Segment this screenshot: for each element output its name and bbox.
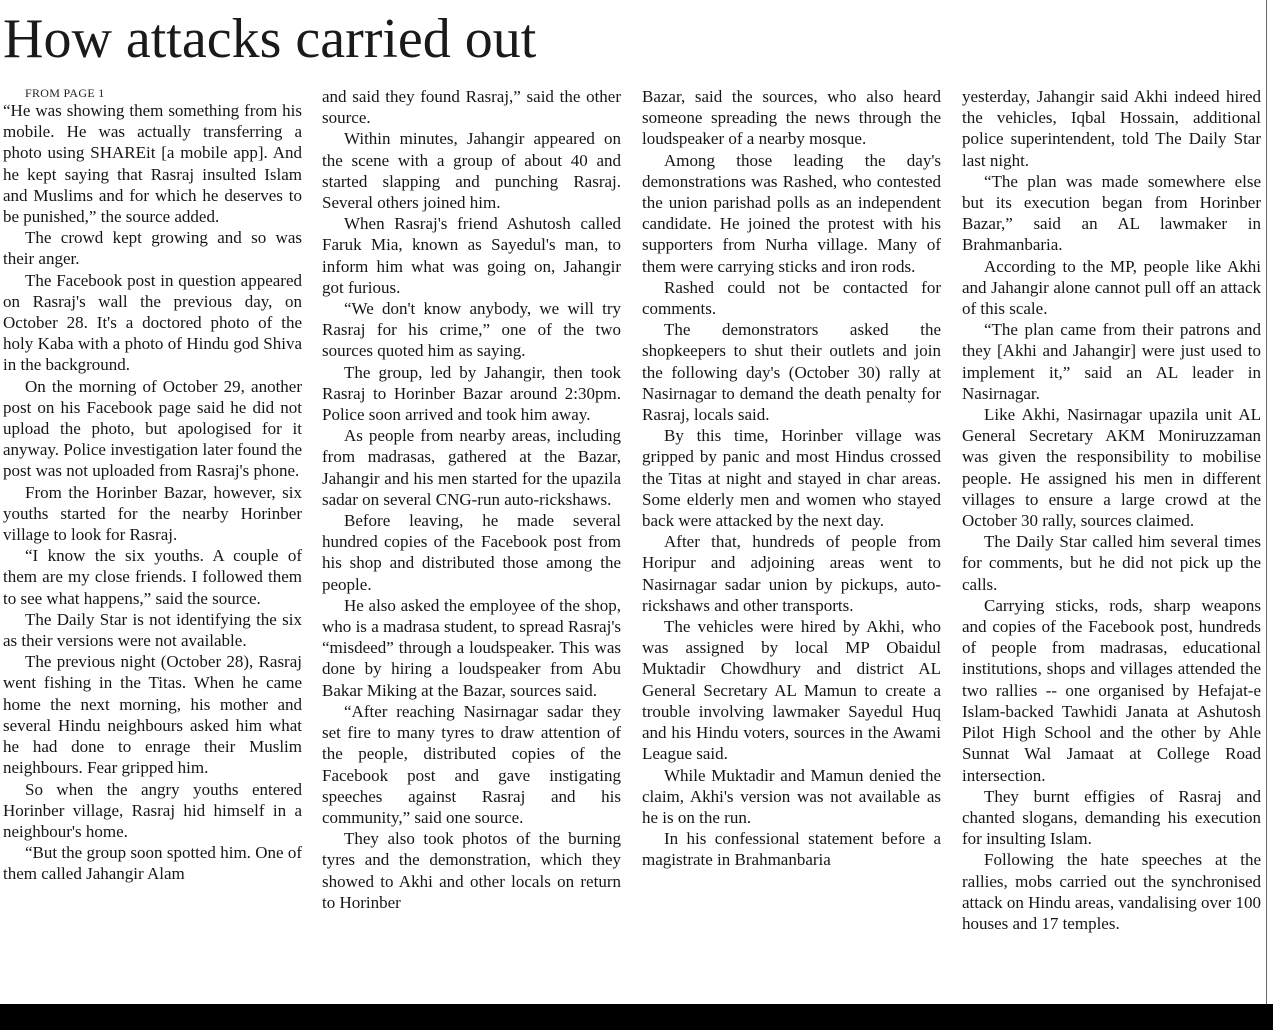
paragraph: On the morning of October 29, another post on his Facebook page said he did not upload the photo, but apologised for it anyway. Police investigation later found the post was not uploaded from Rasraj's phone.: [3, 376, 302, 481]
paragraph: They burnt effigies of Rasraj and chanted slogans, demanding his execution for insulting Islam.: [962, 786, 1261, 849]
paragraph: Within minutes, Jahangir appeared on the scene with a group of about 40 and started slapping and punching Rasraj. Several others joined him.: [322, 129, 621, 213]
paragraph: Following the hate speeches at the rallies, mobs carried out the synchronised attack on Hindu areas, vandalising over 100 houses and 17 temples.: [962, 850, 1261, 933]
right-edge-rule: [1266, 0, 1267, 1004]
paragraph: The Facebook post in question appeared on Rasraj's wall the previous day, on October 28. It's a doctored photo of the holy Kaba with a photo of Hindu god Shiva in the background.: [3, 270, 302, 375]
paragraph: He also asked the employee of the shop, who is a madrasa student, to spread Rasraj's “misdeed” through a loudspeaker. This was done by hiring a loudspeaker from Abu Bakar Miking at the Bazar, sources said.: [322, 595, 621, 700]
paragraph: The Daily Star called him several times for comments, but he did not pick up the calls.: [962, 532, 1261, 594]
paragraph: From the Horinber Bazar, however, six youths started for the nearby Horinber village to look for Rasraj.: [3, 482, 302, 545]
paragraph: The vehicles were hired by Akhi, who was assigned by local MP Obaidul Muktadir Chowdhury and district AL General Secretary AL Mamun to create a trouble involving lawmaker Sayedul Huq and his Hindu voters, sources in the Awami League said.: [642, 617, 941, 764]
paragraph: So when the angry youths entered Horinber village, Rasraj hid himself in a neighbour's home.: [3, 779, 302, 841]
paragraph: Rashed could not be contacted for comments.: [642, 277, 941, 319]
headline: How attacks carried out: [3, 8, 537, 70]
paragraph: While Muktadir and Mamun denied the claim, Akhi's version was not available as he is on the run.: [642, 765, 941, 827]
paragraph: “After reaching Nasirnagar sadar they set fire to many tyres to draw attention of the people, distributed copies of the Facebook post and gave instigating speeches against Rasraj and his community,” said one source.: [322, 701, 621, 827]
paragraph: “I know the six youths. A couple of them are my close friends. I followed them to see what happens,” said the source.: [3, 546, 302, 608]
paragraph: Bazar, said the sources, who also heard someone spreading the news through the loudspeaker of a nearby mosque.: [642, 87, 941, 149]
paragraph: In his confessional statement before a magistrate in Brahmanbaria: [642, 829, 941, 870]
article-column-2: [322, 86, 621, 1004]
paragraph: Like Akhi, Nasirnagar upazila unit AL General Secretary AKM Moniruzzaman was given the responsibility to mobilise people. He assigned his men in different villages to ensure a large crowd at the October 30 rally, sources claimed.: [962, 405, 1261, 531]
article-column-1: [3, 86, 302, 1004]
paragraph: Among those leading the day's demonstrations was Rashed, who contested the union parishad polls as an independent candidate. He joined the protest with his supporters from Nurha village. Many of them were carrying sticks and iron rods.: [642, 150, 941, 276]
paragraph: and said they found Rasraj,” said the other source.: [322, 87, 621, 128]
paragraph: “The plan came from their patrons and they [Akhi and Jahangir] were just used to implement it,” said an AL leader in Nasirnagar.: [962, 320, 1261, 403]
paragraph: “The plan was made somewhere else but its execution began from Horinber Bazar,” said an AL lawmaker in Brahmanbaria.: [962, 171, 1261, 255]
paragraph: The Daily Star is not identifying the six as their versions were not available.: [3, 609, 302, 651]
paragraph: They also took photos of the burning tyres and the demonstration, which they showed to Akhi and other locals on return to Horinber: [322, 829, 621, 912]
paragraph: “But the group soon spotted him. One of them called Jahangir Alam: [3, 843, 302, 884]
paragraph: The group, led by Jahangir, then took Rasraj to Horinber Bazar around 2:30pm. Police soon arrived and took him away.: [322, 362, 621, 425]
paragraph: After that, hundreds of people from Horipur and adjoining areas went to Nasirnagar sadar union by pickups, auto-rickshaws and other transports.: [642, 532, 941, 615]
article-column-4: [962, 86, 1261, 1004]
paragraph: The previous night (October 28), Rasraj went fishing in the Titas. When he came home the next morning, his mother and several Hindu neighbours asked him what he had done to enrage their Muslim neighbours. Fear gripped him.: [3, 652, 302, 778]
paragraph: The crowd kept growing and so was their anger.: [3, 228, 302, 269]
paragraph: “We don't know anybody, we will try Rasraj for his crime,” one of the two sources quoted him as saying.: [322, 299, 621, 361]
paragraph: As people from nearby areas, including from madrasas, gathered at the Bazar, Jahangir and his men started for the upazila sadar on several CNG-run auto-rickshaws.: [322, 426, 621, 509]
paragraph: yesterday, Jahangir said Akhi indeed hired the vehicles, Iqbal Hossain, additional police superintendent, told The Daily Star last night.: [962, 87, 1261, 170]
paragraph: When Rasraj's friend Ashutosh called Faruk Mia, known as Sayedul's man, to inform him what was going on, Jahangir got furious.: [322, 214, 621, 297]
paragraph: The demonstrators asked the shopkeepers to shut their outlets and join the following day's (October 30) rally at Nasirnagar to demand the death penalty for Rasraj, locals said.: [642, 320, 941, 425]
paragraph: Carrying sticks, rods, sharp weapons and copies of the Facebook post, hundreds of people from madrasas, educational institutions, shops and villages attended the two rallies -- one organised by Hefajat-e Islam-backed Tawhidi Janata at Ashutosh Pilot High School and the other by Ahle Sunnat Wal Jamaat at College Road intersection.: [962, 595, 1261, 785]
paragraph: Before leaving, he made several hundred copies of the Facebook post from his shop and distributed those among the people.: [322, 511, 621, 594]
paragraph: “He was showing them something from his mobile. He was actually transferring a photo using SHAREit [a mobile app]. And he kept saying that Rasraj insulted Islam and Muslims and for which he deserves to be punished,” the source added.: [3, 101, 302, 227]
article-column-3: [642, 86, 941, 1004]
paragraph: By this time, Horinber village was gripped by panic and most Hindus crossed the Titas at night and stayed in char areas. Some elderly men and women who stayed back were attacked by the next day.: [642, 426, 941, 531]
bottom-black-bar: [0, 1004, 1273, 1030]
paragraph: According to the MP, people like Akhi and Jahangir alone cannot pull off an attack of this scale.: [962, 256, 1261, 319]
kicker-from-page-1: FROM PAGE 1: [25, 86, 105, 100]
